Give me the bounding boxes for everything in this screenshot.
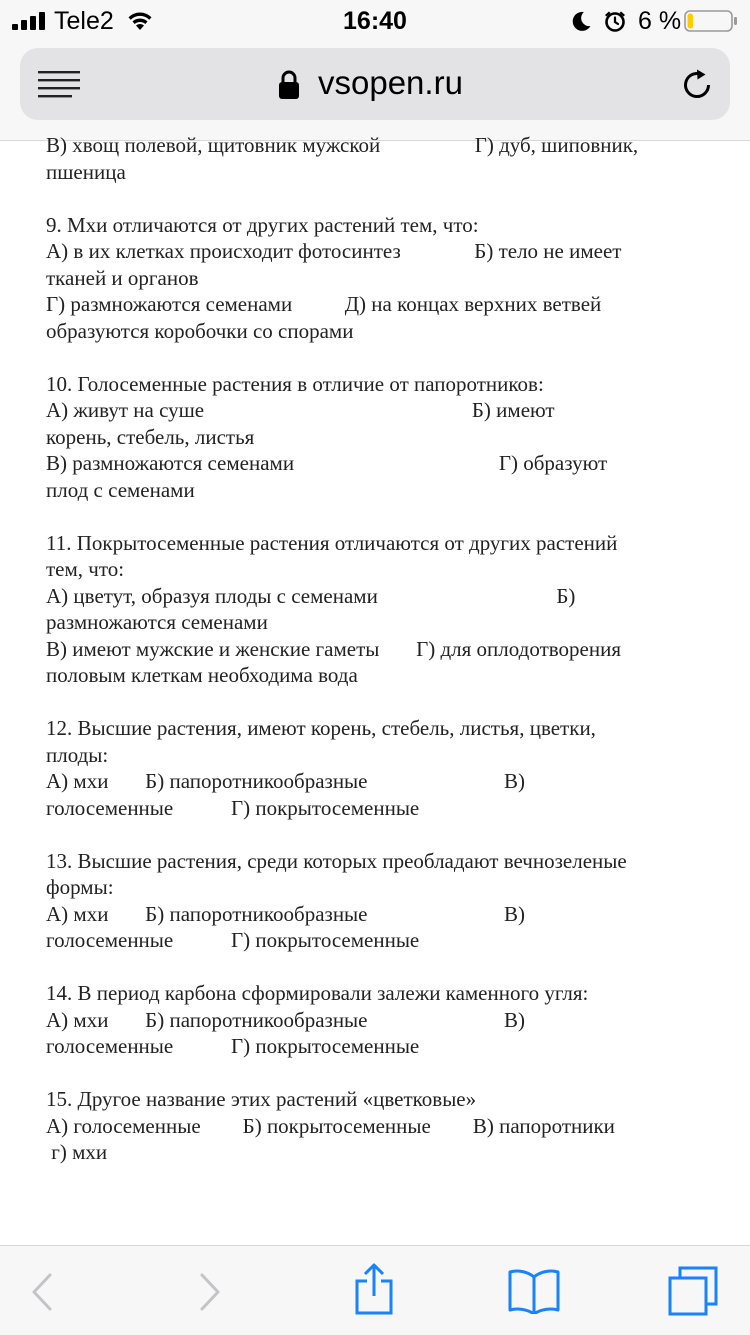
battery-icon [684,10,738,32]
back-icon[interactable] [30,1272,54,1312]
document-line: 15. Другое название этих растений «цветковые» [46,1087,477,1111]
document-line: г) мхи [46,1140,108,1164]
status-time: 16:40 [343,7,407,35]
forward-icon[interactable] [198,1272,222,1312]
tabs-icon[interactable] [668,1266,718,1316]
document-line: 9. Мхи отличаются от других растений тем, что: [46,212,479,237]
document-line: А) в их клетках происходит фотосинтез Б) тело не имеет [46,239,622,263]
blank-line [46,1060,706,1087]
document-line: голосеменные Г) покрытосеменные [46,1034,420,1058]
document-line: плоды: [46,742,109,767]
document-line: 14. В период карбона сформировали залежи каменного угля: [46,981,589,1005]
document-line: В) размножаются семенами Г) образуют [46,451,608,475]
document-content [46,132,706,1242]
document-line: образуются коробочки со спорами [46,318,354,343]
document-line: В) хвощ полевой, щитовник мужской Г) дуб, шиповник, [46,133,639,157]
document-line: А) голосеменные Б) покрытосеменные В) папоротники [46,1113,615,1138]
battery-level [688,14,694,29]
document-line: В) имеют мужские и женские гаметы Г) для оплодотворения [46,636,621,661]
document-line: размножаются семенами [46,610,268,634]
document-line: А) мхи Б) папоротникообразные В) [46,901,525,926]
document-line: 12. Высшие растения, имеют корень, стебель, листья, цветки, [46,716,596,740]
document-line: тем, что: [46,557,125,581]
document-line: А) мхи Б) папоротникообразные В) [46,1007,525,1032]
blank-line [46,503,706,530]
do-not-disturb-icon [570,10,592,32]
share-icon[interactable] [354,1262,394,1316]
reload-icon[interactable] [680,68,714,102]
document-line: плод с семенами [46,477,195,502]
lock-icon [278,70,300,100]
document-line: А) цветут, образуя плоды с семенами Б) [46,583,576,608]
carrier-name: Tele2 [54,7,114,35]
document-line: 11. Покрытосеменные растения отличаются от других растений [46,530,618,555]
bottom-toolbar [0,1245,750,1335]
status-bar [0,0,750,42]
bookmarks-icon[interactable] [508,1268,560,1314]
browser-header [0,42,750,141]
blank-line [46,344,706,371]
battery-percent: 6 % [638,7,682,35]
url-text[interactable]: vsopen.ru [318,64,463,101]
document-line: половым клеткам необходима вода [46,663,358,687]
document-line: корень, стебель, листья [46,424,255,449]
address-bar[interactable] [20,48,730,120]
document-line: А) мхи Б) папоротникообразные В) [46,769,525,793]
document-line: 10. Голосеменные растения в отличие от папоротников: [46,371,544,396]
blank-line [46,689,706,716]
blank-line [46,821,706,848]
document-line: 13. Высшие растения, среди которых преобладают вечнозеленые [46,848,627,873]
document-line: пшеница [46,159,126,184]
blank-line [46,185,706,212]
reader-menu-icon[interactable] [38,70,80,100]
document-line: голосеменные Г) покрытосеменные [46,928,420,952]
blank-line [46,954,706,981]
document-line: голосеменные Г) покрытосеменные [46,795,420,820]
document-line: формы: [46,875,114,899]
document-line: А) живут на суше Б) имеют [46,398,555,422]
document-line: тканей и органов [46,265,199,290]
document-line: Г) размножаются семенами Д) на концах верхних ветвей [46,292,602,316]
alarm-icon [603,9,627,33]
